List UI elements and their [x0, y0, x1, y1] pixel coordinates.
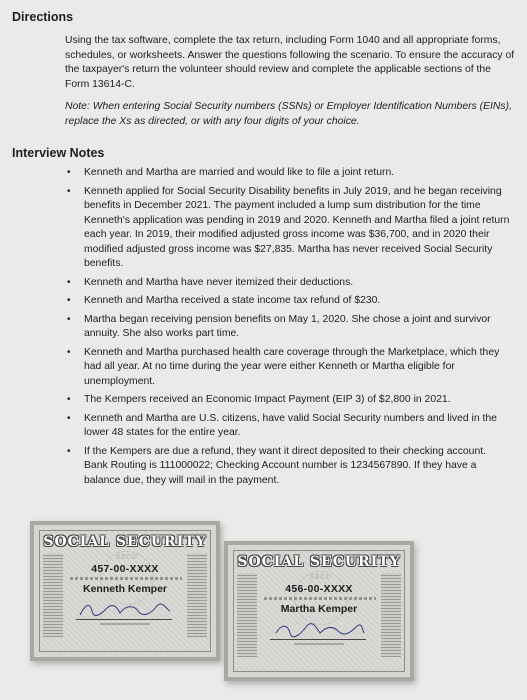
signature-icon: [76, 601, 172, 619]
card-ssn: 456-00-XXXX: [285, 583, 353, 595]
directions-block: [65, 34, 515, 138]
bullet-icon: •: [67, 346, 71, 358]
card-ssn: 457-00-XXXX: [91, 563, 159, 575]
card-body: [39, 530, 211, 652]
signature-line: [270, 621, 366, 640]
directions-note: Note: When entering Social Security numbers (SSNs) or Employer Identification Numbers (EINs), replace the Xs as directed, or with any four digits of your choice.: [65, 101, 512, 127]
list-item: • If the Kempers are due a refund, they want it direct deposited to their checking account. Bank Routing is 111000022; Checking Account number is 1234567890. If they have a balance due, they will mail in the payment.: [67, 445, 487, 486]
bullet-icon: •: [67, 167, 71, 178]
card-fine-print: [70, 577, 182, 580]
list-item: • The Kempers received an Economic Impact Payment (EIP 3) of $2,800 in 2021.: [64, 393, 512, 408]
card-banner: SOCIAL SECURITY: [237, 554, 401, 570]
directions-heading: Directions: [12, 10, 74, 24]
bullet-icon: •: [67, 295, 71, 306]
bullet-icon: •: [67, 276, 71, 288]
bullet-icon: •: [67, 445, 71, 457]
card-name: Kenneth Kemper: [82, 583, 167, 595]
bullet-icon: •: [67, 412, 71, 424]
list-item: • Kenneth applied for Social Security Disability benefits in July 2019, and he began receiving benefits in December 2021. The payment included a lump sum distribution for the time Kenneth's application was pending in 2019 and 2020. Kenneth and Martha filed a joint return each year. In 2019, their modified adjusted gross income was $36,700, and in 2020 their modified adjusted gross income was $27,835. Martha has never received Social Security benefits.: [67, 185, 510, 269]
signature-caption: [100, 623, 150, 625]
seal-icon: SECU: [294, 571, 348, 625]
card-banner: SOCIAL SECURITY: [43, 534, 207, 550]
card-body: [233, 550, 405, 672]
card-fine-print: [264, 597, 376, 600]
bullet-icon: •: [67, 313, 71, 325]
bullet-icon: •: [67, 394, 71, 405]
signature-icon: [270, 621, 366, 639]
list-item: • Kenneth and Martha received a state income tax refund of $230.: [64, 294, 512, 309]
list-item: • Kenneth and Martha have never itemized their deductions.: [64, 276, 512, 291]
signature-caption: [294, 643, 344, 645]
signature-line: [76, 601, 172, 620]
social-security-card-kenneth: [30, 521, 220, 661]
seal-icon: SECU: [100, 551, 154, 605]
social-security-card-martha: [224, 541, 414, 681]
list-item: • Martha began receiving pension benefits on May 1, 2020. She chose a joint and survivor annuity. She also works part time.: [67, 313, 491, 339]
list-item: • Kenneth and Martha are married and would like to file a joint return.: [64, 166, 512, 181]
interview-notes-list: [64, 166, 512, 492]
card-name: Martha Kemper: [280, 603, 358, 615]
interview-notes-heading: Interview Notes: [12, 146, 105, 160]
bullet-icon: •: [67, 185, 71, 197]
directions-body: Using the tax software, complete the tax return, including Form 1040 and all appropriate forms, schedules, or worksheets. Answer the questions following the scenario. To ensure the accuracy of the taxpayer's return the volunteer should review and complete the applicable sections of the Form 13614-C.: [65, 35, 515, 90]
list-item: • Kenneth and Martha purchased health care coverage through the Marketplace, which they had all year. At no time during the year were either Kenneth or Martha eligible for unemployment.: [67, 346, 500, 387]
list-item: • Kenneth and Martha are U.S. citizens, have valid Social Security numbers and lived in the lower 48 states for the entire year.: [67, 412, 497, 438]
